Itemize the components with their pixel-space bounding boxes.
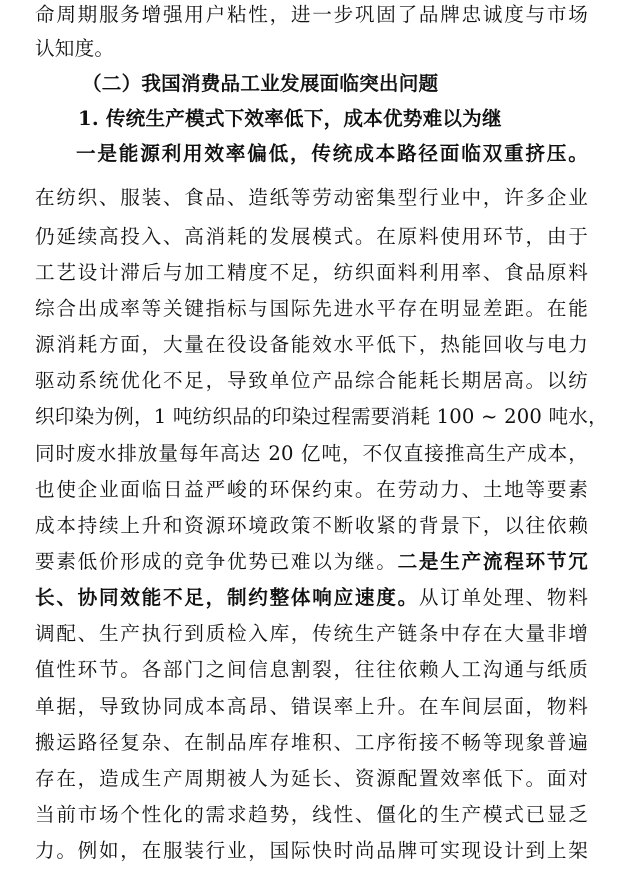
text-line-21 xyxy=(35,728,588,758)
text-segment: 也使企业面临日益严峻的环保约束。在劳动力、土地等要素 xyxy=(35,478,588,501)
text-line-16 xyxy=(35,547,588,577)
text-line-13 xyxy=(35,439,588,469)
text-segment: 从订单处理、物料 xyxy=(418,586,588,609)
text-line-8 xyxy=(35,258,588,288)
text-segment: 认知度。 xyxy=(35,37,115,60)
text-segment: 要素低价形成的竞争优势已难以为继。 xyxy=(35,550,398,573)
text-segment: 源消耗方面，大量在役设备能效水平低下，热能回收与电力 xyxy=(35,333,588,356)
text-line-17 xyxy=(35,583,588,613)
text-segment: 命周期服务增强用户粘性，进一步巩固了品牌忠诚度与市场 xyxy=(35,3,588,26)
text-segment: 成本持续上升和资源环境政策不断收紧的背景下，以往依赖 xyxy=(35,514,588,537)
text-line-23 xyxy=(35,800,588,830)
text-line-24 xyxy=(35,836,588,866)
heading-text: 1. 传统生产模式下效率低下，成本优势难以为继 xyxy=(78,107,502,130)
text-line-20 xyxy=(35,692,588,722)
subsection-heading xyxy=(78,104,588,134)
text-segment: 搬运路径复杂、在制品库存堆积、工序衔接不畅等现象普遍 xyxy=(35,731,588,754)
text-segment: 同时废水排放量每年高达 20 亿吨，不仅直接推高生产成本， xyxy=(35,442,588,465)
text-segment: 力。例如，在服装行业，国际快时尚品牌可实现设计到上架 xyxy=(35,839,588,862)
text-segment: 综合出成率等关键指标与国际先进水平存在明显差距。在能 xyxy=(35,297,588,320)
text-line-1 xyxy=(35,0,588,30)
text-line-11 xyxy=(35,366,588,396)
text-segment: 织印染为例，1 吨纺织品的印染过程需要消耗 100 ~ 200 吨水， xyxy=(35,405,608,428)
text-line-15 xyxy=(35,511,588,541)
text-segment: 当前市场个性化的需求趋势，线性、僵化的生产模式已显乏 xyxy=(35,803,588,826)
text-line-22 xyxy=(35,764,588,794)
text-line-14 xyxy=(35,475,588,505)
text-line-5 xyxy=(76,139,588,169)
text-segment: 仍延续高投入、高消耗的发展模式。在原料使用环节，由于 xyxy=(35,225,588,248)
text-line-10 xyxy=(35,330,588,360)
text-segment: 在纺织、服装、食品、造纸等劳动密集型行业中，许多企业 xyxy=(35,186,588,209)
text-line-12 xyxy=(35,402,608,432)
text-segment: 驱动系统优化不足，导致单位产品综合能耗长期居高。以纺 xyxy=(35,369,588,392)
text-segment: 存在，造成生产周期被人为延长、资源配置效率低下。面对 xyxy=(35,767,588,790)
text-line-2 xyxy=(35,34,588,64)
text-segment: 单据，导致协同成本高昂、错误率上升。在车间层面，物料 xyxy=(35,695,588,718)
text-segment: 调配、生产执行到质检入库，传统生产链条中存在大量非增 xyxy=(35,622,588,645)
bold-lead-text: 一是能源利用效率偏低，传统成本路径面临双重挤压。 xyxy=(76,142,588,165)
section-heading xyxy=(82,69,588,99)
text-line-7 xyxy=(35,222,588,252)
text-line-19 xyxy=(35,655,588,685)
bold-lead-text: 长、协同效能不足，制约整体响应速度。 xyxy=(35,586,419,609)
text-line-9 xyxy=(35,294,588,324)
bold-lead-text: 二是生产流程环节冗 xyxy=(397,550,588,573)
heading-text: （二）我国消费品工业发展面临突出问题 xyxy=(82,72,439,95)
text-line-6 xyxy=(35,183,588,213)
text-segment: 工艺设计滞后与加工精度不足，纺织面料利用率、食品原料 xyxy=(35,261,588,284)
text-line-18 xyxy=(35,619,588,649)
text-segment: 值性环节。各部门之间信息割裂，往往依赖人工沟通与纸质 xyxy=(35,658,588,681)
